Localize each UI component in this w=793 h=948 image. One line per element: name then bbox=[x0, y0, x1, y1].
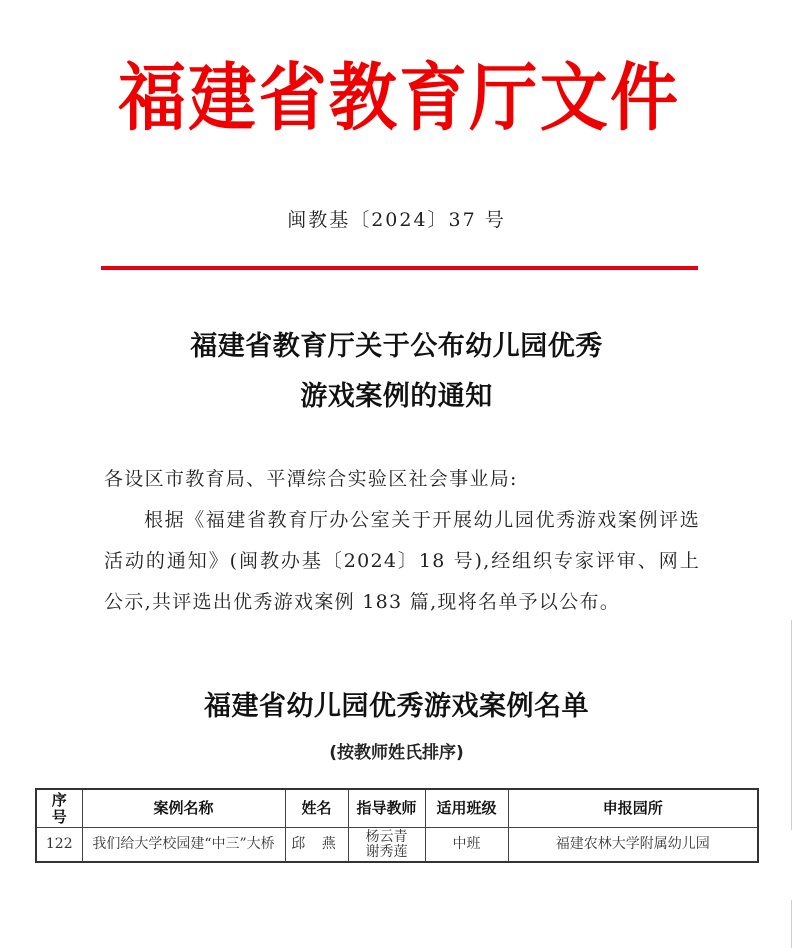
notice-body bbox=[104, 459, 700, 623]
document-number: 闽教基〔2024〕37 号 bbox=[287, 209, 506, 231]
notice-title bbox=[0, 322, 793, 422]
page-edge-mark bbox=[791, 900, 792, 948]
document-header-title bbox=[118, 52, 678, 144]
notice-title-line-2: 游戏案例的通知 bbox=[300, 381, 493, 412]
column-header-name: 姓名 bbox=[285, 789, 348, 828]
table-row bbox=[36, 828, 758, 863]
column-header-kindergarten: 申报园所 bbox=[508, 789, 758, 828]
page-edge-mark bbox=[791, 620, 792, 830]
column-header-index: 序号 bbox=[36, 789, 82, 828]
advisor-name: 谢秀莲 bbox=[365, 843, 408, 860]
case-list-table bbox=[35, 788, 759, 863]
table-header-row bbox=[36, 789, 758, 828]
cell-class-level: 中班 bbox=[425, 828, 508, 863]
salutation: 各设区市教育局、平潭综合实验区社会事业局: bbox=[104, 468, 518, 490]
header-char: 教 bbox=[328, 54, 397, 142]
cell-kindergarten: 福建农林大学附属幼儿园 bbox=[508, 828, 758, 863]
header-char: 建 bbox=[188, 54, 257, 142]
header-char: 福 bbox=[118, 54, 187, 142]
column-header-class-level: 适用班级 bbox=[425, 789, 508, 828]
header-char: 育 bbox=[399, 54, 468, 142]
header-char: 省 bbox=[258, 54, 327, 142]
cell-index: 122 bbox=[36, 828, 82, 863]
column-header-case-name: 案例名称 bbox=[82, 789, 285, 828]
notice-title-line-1: 福建省教育厅关于公布幼儿园优秀 bbox=[190, 331, 603, 362]
header-char: 厅 bbox=[469, 54, 538, 142]
cell-name: 邱 燕 bbox=[285, 828, 348, 863]
cell-case-name: 我们给大学校园建“中三”大桥 bbox=[82, 828, 285, 863]
header-char: 件 bbox=[609, 54, 678, 142]
red-divider-rule bbox=[101, 266, 698, 270]
list-subtitle: (按教师姓氏排序) bbox=[329, 743, 464, 763]
list-title: 福建省幼儿园优秀游戏案例名单 bbox=[204, 691, 589, 722]
column-header-advisor: 指导教师 bbox=[348, 789, 425, 828]
body-paragraph: 根据《福建省教育厅办公室关于开展幼儿园优秀游戏案例评选活动的通知》(闽教办基〔2024〕18 号),经组织专家评审、网上公示,共评选出优秀游戏案例 183 篇,现将名单予以公布。 bbox=[104, 509, 700, 613]
cell-advisors bbox=[348, 828, 425, 863]
header-char: 文 bbox=[539, 54, 608, 142]
advisor-name: 杨云青 bbox=[365, 828, 408, 845]
